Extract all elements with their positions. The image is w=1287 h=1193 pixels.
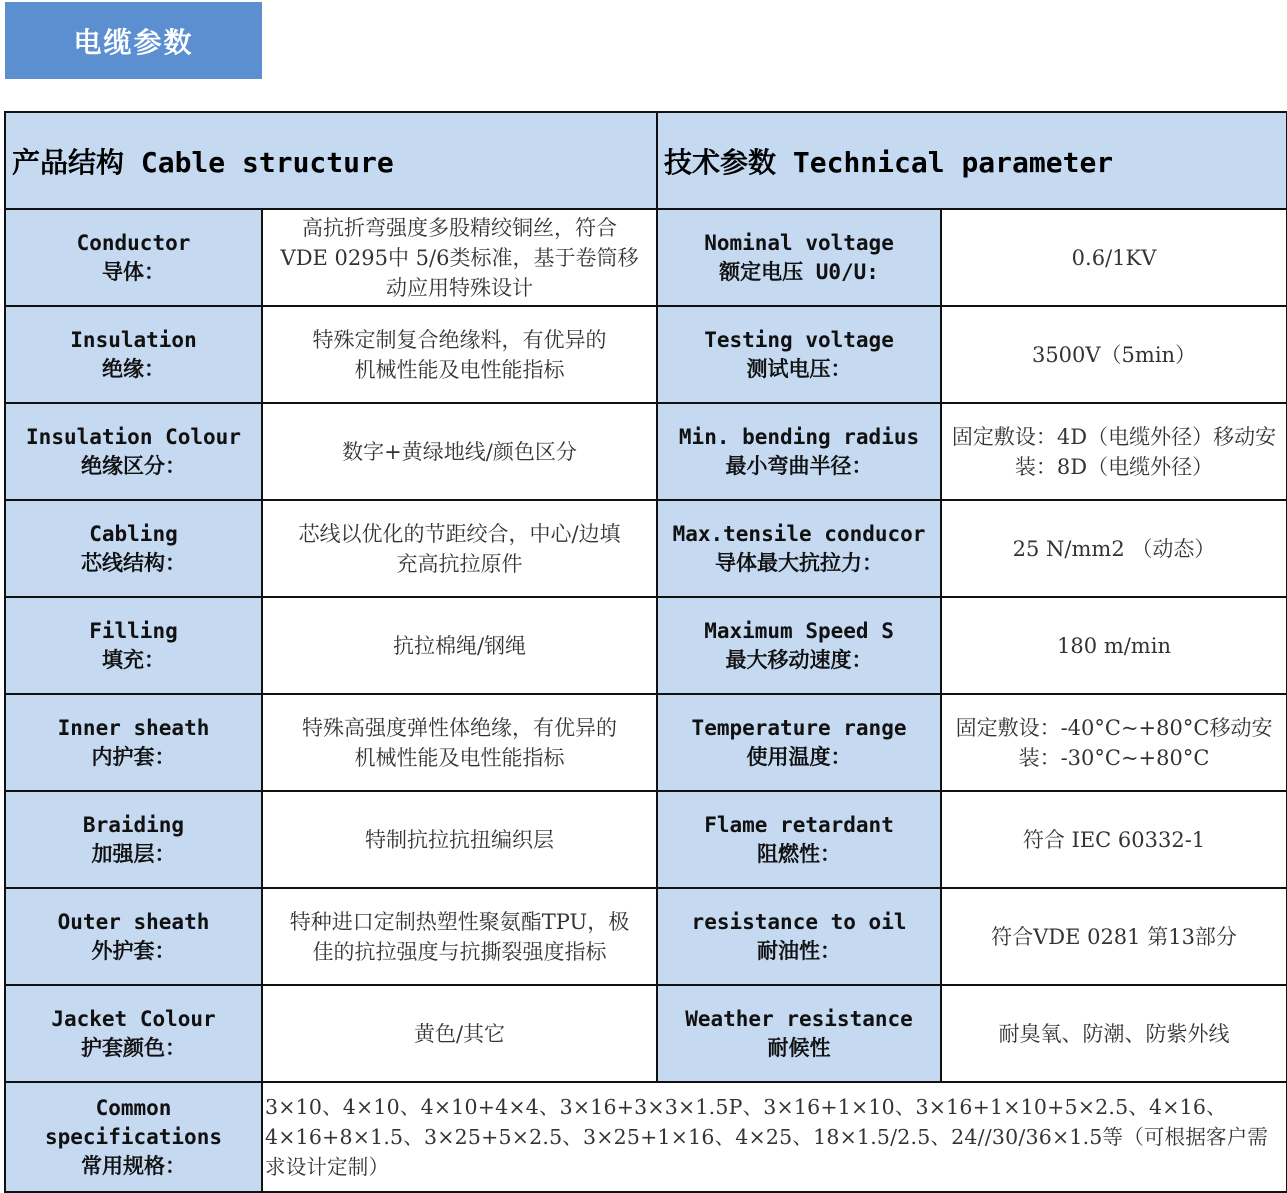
parameter-value-line: 移动安装：-30°C~+80°C <box>1018 715 1273 770</box>
table-row <box>5 791 1287 888</box>
structure-label-line: Filling <box>89 618 178 643</box>
structure-value-line: 特殊高强度弹性体绝缘，有优异的 <box>302 715 617 740</box>
parameter-label <box>657 597 941 694</box>
parameter-label-line: 导体最大抗拉力： <box>715 550 884 575</box>
parameter-label <box>657 888 941 985</box>
table-row <box>5 985 1287 1082</box>
parameter-value <box>941 985 1287 1082</box>
parameter-value-line: 固定敷设：4D（电缆外径） <box>951 424 1214 449</box>
structure-value-line: 数字+黄绿地线/颜色区分 <box>342 439 577 464</box>
table-header-row <box>5 112 1287 209</box>
common-specifications-label <box>5 1082 262 1192</box>
structure-value-line: 机械性能及电性能指标 <box>354 357 565 382</box>
parameter-label-line: Testing voltage <box>704 327 894 352</box>
structure-value-line: 动应用特殊设计 <box>386 275 533 300</box>
cable-parameter-table <box>4 111 1287 1193</box>
structure-value-line: 抗拉棉绳/钢绳 <box>392 633 527 658</box>
structure-label-line: Jacket Colour <box>51 1006 216 1031</box>
structure-label-line: 加强层： <box>91 841 176 866</box>
structure-label-line: 外护套： <box>91 938 176 963</box>
table-row <box>5 403 1287 500</box>
structure-value-line: 芯线以优化的节距绞合，中心/边填 <box>298 521 621 546</box>
structure-label-line: 绝缘： <box>102 356 165 381</box>
structure-label <box>5 403 262 500</box>
structure-label <box>5 791 262 888</box>
structure-value-line: 机械性能及电性能指标 <box>354 745 565 770</box>
structure-value-line: 佳的抗拉强度与抗撕裂强度指标 <box>312 939 607 964</box>
common-specifications-value: 3×10、4×10、4×10+4×4、3×16+3×3×1.5P、3×16+1×10、3×16+1×10+5×2.5、4×16、4×16+8×1.5、3×25+5×2.5、3×25+1×16、4×25、18×1.5/2.5、24//30/36×1.5等（可根据客户需求设计定制） <box>262 1082 1287 1192</box>
parameter-value <box>941 694 1287 791</box>
common-specifications-row <box>5 1082 1287 1192</box>
common-specifications-label-line: 常用规格： <box>81 1153 186 1178</box>
cable-structure-header: 产品结构 Cable structure <box>5 112 657 209</box>
parameter-value-line: 0.6/1KV <box>1071 245 1157 270</box>
structure-label-line: 绝缘区分： <box>81 453 186 478</box>
structure-value-line: 充高抗拉原件 <box>396 551 523 576</box>
parameter-value-line: 固定敷设：-40°C~+80°C <box>955 715 1210 740</box>
structure-label-line: Insulation <box>70 327 197 352</box>
parameter-label <box>657 791 941 888</box>
structure-label <box>5 694 262 791</box>
structure-label-line: Outer sheath <box>57 909 210 934</box>
structure-label-line: 导体： <box>102 259 165 284</box>
parameter-label <box>657 209 941 306</box>
structure-value <box>262 985 657 1082</box>
parameter-label-line: Maximum Speed S <box>704 618 894 643</box>
parameter-value-line: 25 N/mm2 （动态） <box>1012 536 1216 561</box>
structure-label-line: 填充： <box>102 647 165 672</box>
parameter-label-line: Flame retardant <box>704 812 894 837</box>
structure-value-line: 黄色/其它 <box>413 1021 506 1046</box>
structure-label <box>5 985 262 1082</box>
parameter-label-line: 最小弯曲半径： <box>725 453 873 478</box>
structure-label <box>5 888 262 985</box>
structure-label-line: 内护套： <box>91 744 176 769</box>
structure-value <box>262 791 657 888</box>
parameter-value-line: 耐臭氧、防潮、防紫外线 <box>998 1021 1230 1046</box>
section-title-banner <box>5 2 262 79</box>
parameter-value <box>941 888 1287 985</box>
parameter-label <box>657 694 941 791</box>
structure-value <box>262 888 657 985</box>
structure-label-line: Inner sheath <box>57 715 210 740</box>
parameter-label-line: 耐候性 <box>767 1035 831 1060</box>
parameter-label-line: Nominal voltage <box>704 230 894 255</box>
parameter-value <box>941 306 1287 403</box>
structure-label-line: 护套颜色： <box>81 1035 186 1060</box>
structure-label-line: Conductor <box>76 230 191 255</box>
table-row <box>5 209 1287 306</box>
parameter-label <box>657 403 941 500</box>
parameter-label-line: 额定电压 U0/U: <box>719 259 879 284</box>
parameter-value <box>941 209 1287 306</box>
parameter-label-line: Weather resistance <box>685 1006 913 1031</box>
structure-value-line: 特种进口定制热塑性聚氨酯TPU，极 <box>289 909 630 934</box>
structure-value <box>262 306 657 403</box>
structure-label-line: Cabling <box>89 521 178 546</box>
parameter-label-line: 耐油性： <box>757 938 842 963</box>
parameter-value <box>941 500 1287 597</box>
structure-label-line: Insulation Colour <box>26 424 241 449</box>
structure-value <box>262 209 657 306</box>
structure-label <box>5 209 262 306</box>
parameter-label-line: 阻燃性： <box>757 841 842 866</box>
parameter-label-line: 使用温度： <box>746 744 852 769</box>
parameter-label <box>657 500 941 597</box>
table-row <box>5 694 1287 791</box>
parameter-value-line: 180 m/min <box>1057 633 1171 658</box>
structure-label-line: Braiding <box>82 812 185 837</box>
table-row <box>5 888 1287 985</box>
parameter-label-line: 测试电压： <box>746 356 852 381</box>
parameter-label-line: Temperature range <box>691 715 907 740</box>
section-title: 电缆参数 <box>73 25 194 59</box>
parameter-value-line: 移动安装：8D（电缆外径） <box>1014 424 1277 479</box>
common-specifications-label-line: specifications <box>44 1124 222 1149</box>
structure-value <box>262 694 657 791</box>
parameter-label-line: Min. bending radius <box>678 424 920 449</box>
structure-label <box>5 500 262 597</box>
parameter-label-line: resistance to oil <box>691 909 907 934</box>
parameter-value-line: 符合 IEC 60332-1 <box>1022 827 1206 852</box>
table-row <box>5 306 1287 403</box>
parameter-label <box>657 985 941 1082</box>
parameter-value-line: 3500V（5min） <box>1031 342 1197 367</box>
structure-label <box>5 306 262 403</box>
structure-label-line: 芯线结构： <box>81 550 186 575</box>
parameter-label-line: Max.tensile conducor <box>672 521 926 546</box>
table-row <box>5 597 1287 694</box>
parameter-value <box>941 597 1287 694</box>
parameter-label <box>657 306 941 403</box>
structure-value <box>262 500 657 597</box>
table-row <box>5 500 1287 597</box>
structure-value-line: 特制抗拉抗扭编织层 <box>365 827 554 852</box>
parameter-value <box>941 403 1287 500</box>
common-specifications-label-line: Common <box>95 1095 172 1120</box>
structure-value-line: 高抗折弯强度多股精绞铜丝，符合 <box>302 215 617 240</box>
structure-value <box>262 403 657 500</box>
parameter-value <box>941 791 1287 888</box>
structure-value-line: 特殊定制复合绝缘料，有优异的 <box>312 327 607 352</box>
structure-value-line: VDE 0295中 5/6类标准，基于卷筒移 <box>280 245 639 270</box>
technical-parameter-header: 技术参数 Technical parameter <box>657 112 1287 209</box>
structure-label <box>5 597 262 694</box>
structure-value <box>262 597 657 694</box>
parameter-label-line: 最大移动速度： <box>725 647 873 672</box>
parameter-value-line: 符合VDE 0281 第13部分 <box>991 924 1237 949</box>
